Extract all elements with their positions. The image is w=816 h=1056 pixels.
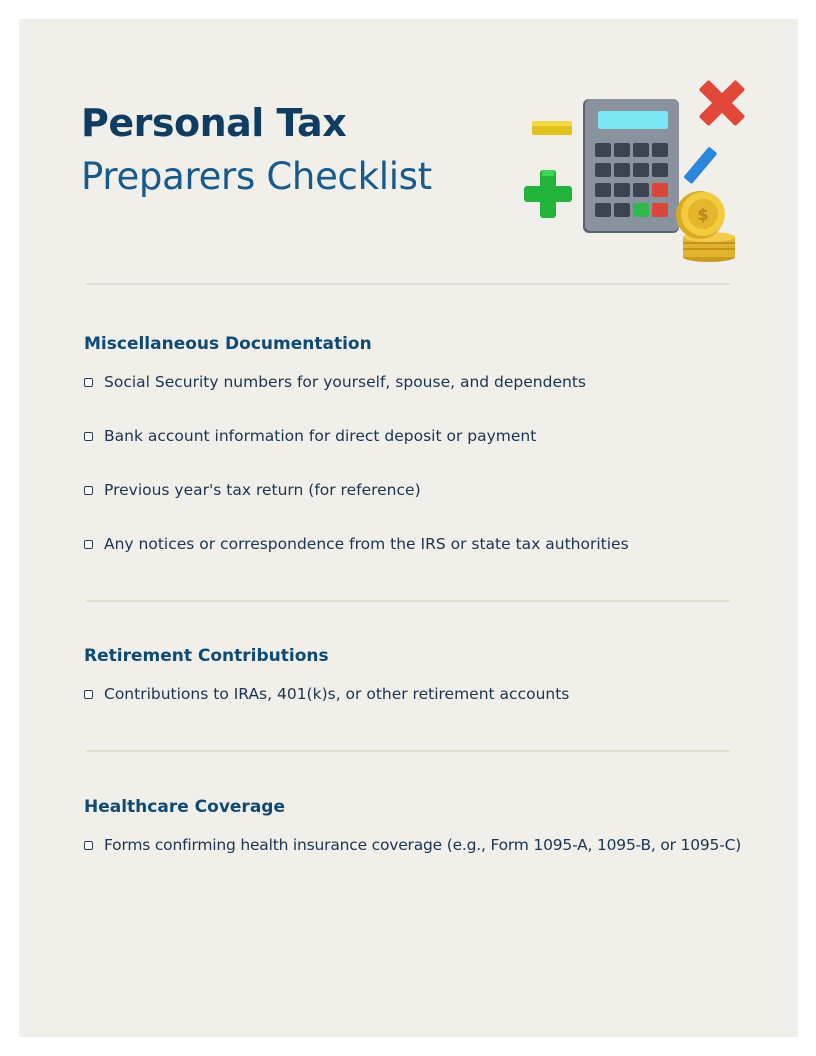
checkbox[interactable] (84, 432, 93, 441)
divider (86, 750, 730, 752)
checkbox[interactable] (84, 540, 93, 549)
slash-icon (683, 146, 717, 184)
checklist-item-label: Contributions to IRAs, 401(k)s, or other retirement accounts (104, 685, 570, 703)
checklist-item (84, 683, 569, 705)
checklist-item-label: Forms confirming health insurance coverage (e.g., Form 1095-A, 1095-B, or 1095-C) (104, 836, 742, 854)
page-title: Personal Tax (81, 101, 347, 145)
section-heading-retirement-contributions: Retirement Contributions (84, 646, 329, 666)
checkbox[interactable] (84, 486, 93, 495)
checklist-item (84, 533, 629, 555)
coin-stack-icon (676, 191, 735, 262)
svg-text:$: $ (697, 205, 709, 224)
checklist-item-label: Social Security numbers for yourself, spouse, and dependents (104, 373, 586, 391)
page-subtitle: Preparers Checklist (81, 155, 432, 198)
calculator-illustration-icon (514, 57, 754, 267)
divider (86, 600, 730, 602)
checkbox[interactable] (84, 690, 93, 699)
checklist-item-label: Previous year's tax return (for reference) (104, 481, 421, 499)
times-icon (685, 66, 754, 140)
divider (86, 283, 730, 285)
section-heading-miscellaneous-documentation: Miscellaneous Documentation (84, 334, 372, 354)
checklist-item-label: Any notices or correspondence from the IRS or state tax authorities (104, 535, 629, 553)
checklist-item-label: Bank account information for direct deposit or payment (104, 427, 537, 445)
checklist-item (84, 371, 586, 393)
checklist-item (84, 479, 421, 501)
minus-icon (532, 121, 572, 135)
checkbox[interactable] (84, 841, 93, 850)
calculator-body (583, 99, 679, 233)
checklist-item (84, 834, 741, 856)
checkbox[interactable] (84, 378, 93, 387)
plus-icon (524, 170, 572, 218)
section-heading-healthcare-coverage: Healthcare Coverage (84, 797, 285, 817)
checklist-page (19, 19, 798, 1037)
checklist-item (84, 425, 536, 447)
